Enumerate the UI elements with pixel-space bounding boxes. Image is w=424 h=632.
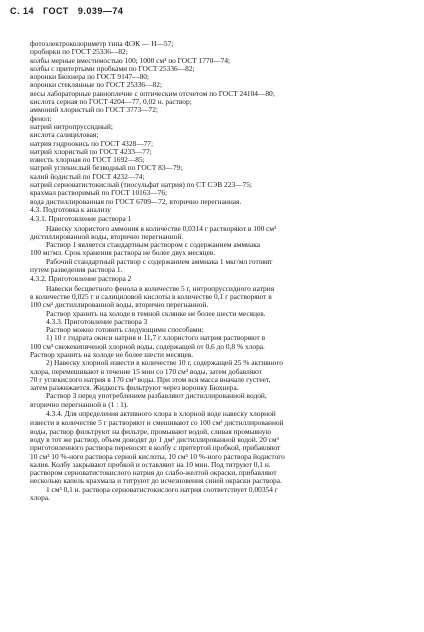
text-line: аммоний хлористый по ГОСТ 3773—72; — [30, 105, 158, 115]
text-line: вода дистиллированная по ГОСТ 6709—72, вторично перегнанная. — [30, 196, 242, 206]
text-line: Рабочий стандартный раствор с содержанием аммиака 1 мкг/мл готовят — [46, 256, 273, 266]
text-line: воды, раствор фильтруют на фильтре, промывают водой, сливая промывную — [30, 426, 272, 436]
text-line: воду в тот же раствор, объем доводят до 1 дм³ дистиллированной водой. 20 см³ — [30, 434, 279, 444]
text-line: калия. Колбу закрывают пробкой и оставляют на 10 мин. Под титруют 0,1 н. — [30, 459, 271, 469]
text-line: весы лабораторные равноплечие с оптическим отсчетом по ГОСТ 24104—80; — [30, 88, 275, 98]
text-line: 4.3. Подготовка к анализу — [30, 204, 112, 214]
standard-number: 9.039—74 — [77, 6, 124, 16]
text-line: колбы с притертыми пробками по ГОСТ 25336—82; — [30, 63, 195, 73]
text-line: кислота серная по ГОСТ 4204—77, 0,02 н. раствор; — [30, 97, 192, 107]
text-line: пробирки по ГОСТ 25336—82; — [30, 47, 128, 57]
text-line: в количестве 0,025 г и салициловой кислоты в количестве 0,1 г растворяют в — [30, 291, 272, 301]
text-line: хлора, перемешивают в течение 15 мин со 170 см³ воды, затем добавляют — [30, 366, 262, 376]
text-line: извести в количестве 5 г растворяют и смешивают со 100 см³ дистиллированной — [30, 418, 284, 428]
text-line: 70 г углекислого натрия в 170 см³ воды. При этом вся масса вначале густеет, — [30, 374, 271, 384]
page-header — [10, 6, 129, 16]
text-line: натрий хлористый по ГОСТ 4233—77; — [30, 146, 152, 156]
text-line: 1) 10 г гидрата окиси натрия и 11,7 г хлористого натрия растворяют в — [46, 333, 266, 343]
text-line: путем разведения раствора 1. — [30, 265, 123, 275]
text-line: 4.3.2. Приготовление раствора 2 — [30, 274, 132, 284]
text-line: известь хлорная по ГОСТ 1692—85; — [30, 155, 145, 165]
text-line: Раствор 1 является стандартным раствором с содержанием аммиака — [46, 240, 261, 250]
text-line: воронки Бюхнера по ГОСТ 9147—80; — [30, 72, 150, 82]
text-line: 4.3.1. Приготовление раствора 1 — [30, 214, 132, 224]
page-number: С. 14 — [10, 6, 35, 16]
standard-label: ГОСТ — [43, 6, 69, 16]
text-line: кислота салициловая; — [30, 130, 99, 140]
text-line: фенол; — [30, 113, 52, 123]
text-line: Раствор 3 перед употреблением разбавляют дистиллированной водой, — [46, 391, 267, 401]
text-line: Раствор хранить на холоде не более шести месяцев. — [30, 349, 194, 359]
text-line: 1 см³ 0,1 н. раствора серноватистокислого натрия соответствует 0,00354 г — [46, 484, 278, 494]
text-line: 10 см³ 10 %-ного раствора серной кислоты, 10 см³ 10 %-ного раствора йодистого — [30, 451, 285, 461]
text-line: фотоэлектроколориметр типа ФЭК — Н—57; — [30, 39, 174, 48]
text-line: натрий углекислый безводный по ГОСТ 83—79; — [30, 163, 183, 173]
text-line: 100 см³ дистиллированной воды, вторично перегнанной. — [30, 300, 209, 310]
text-line: несколько капель крахмала и титруют до исчезновения синей окраски раствора. — [30, 476, 282, 486]
text-line: натрия гидроокись по ГОСТ 4328—77; — [30, 138, 154, 148]
text-line: Навеску хлористого аммония в количестве 0,0314 г растворяют в 100 см³ — [46, 223, 277, 233]
text-line: калий йодистый по ГОСТ 4232—74; — [30, 171, 145, 181]
text-line: колбы мерные вместимостью 100; 1000 см³ по ГОСТ 1770—74; — [30, 55, 231, 65]
text-line: Раствор можно готовить следующими способами: — [46, 325, 204, 335]
text-line: Навески бесцветного фенола в количестве 5 г, нитропруссидного натрия — [46, 283, 275, 293]
text-line: 4.3.4. Для определения активного хлора в хлорной воде навеску хлорной — [46, 409, 276, 419]
text-line: затем разжижается. Жидкость фильтруют через воронку Бюхнера. — [30, 383, 239, 393]
text-line: крахмал растворимый по ГОСТ 10163—76; — [30, 188, 168, 198]
text-line: дистиллированной воды, вторично перегнанной. — [30, 231, 184, 241]
text-line: раствором серноватистокислого натрия до слабо-желтой окраски, прибавляют — [30, 468, 277, 478]
text-line: вторично перегнанной в (1 : 1). — [30, 399, 129, 409]
text-line: натрий нитропруссидный; — [30, 121, 113, 131]
text-line: натрий серноватистокислый (тиосульфат натрия) по СТ СЭВ 223—75; — [30, 180, 252, 190]
text-line: Раствор хранить на холоде в темной склянке не более шести месяцев. — [46, 308, 266, 318]
text-line: 2) Навеску хлорной извести в количестве 10 г, содержащей 25 % активного — [46, 358, 283, 368]
text-line: хлора. — [30, 493, 50, 503]
text-line: 100 мг/мл. Срок хранения раствора не более двух месяцев. — [30, 248, 216, 258]
text-line: приготовленного раствора переносят в колбу с притертой пробкой, прибавляют — [30, 443, 281, 453]
text-line: 4.3.3. Приготовление раствора 3 — [46, 316, 148, 326]
text-line: 100 см³ свежекипяченой хлорной воды, содержащей от 0,6 до 0,8 % хлора. — [30, 341, 265, 351]
document-body — [30, 40, 412, 502]
text-line: воронки стеклянные по ГОСТ 25336—82; — [30, 80, 162, 90]
